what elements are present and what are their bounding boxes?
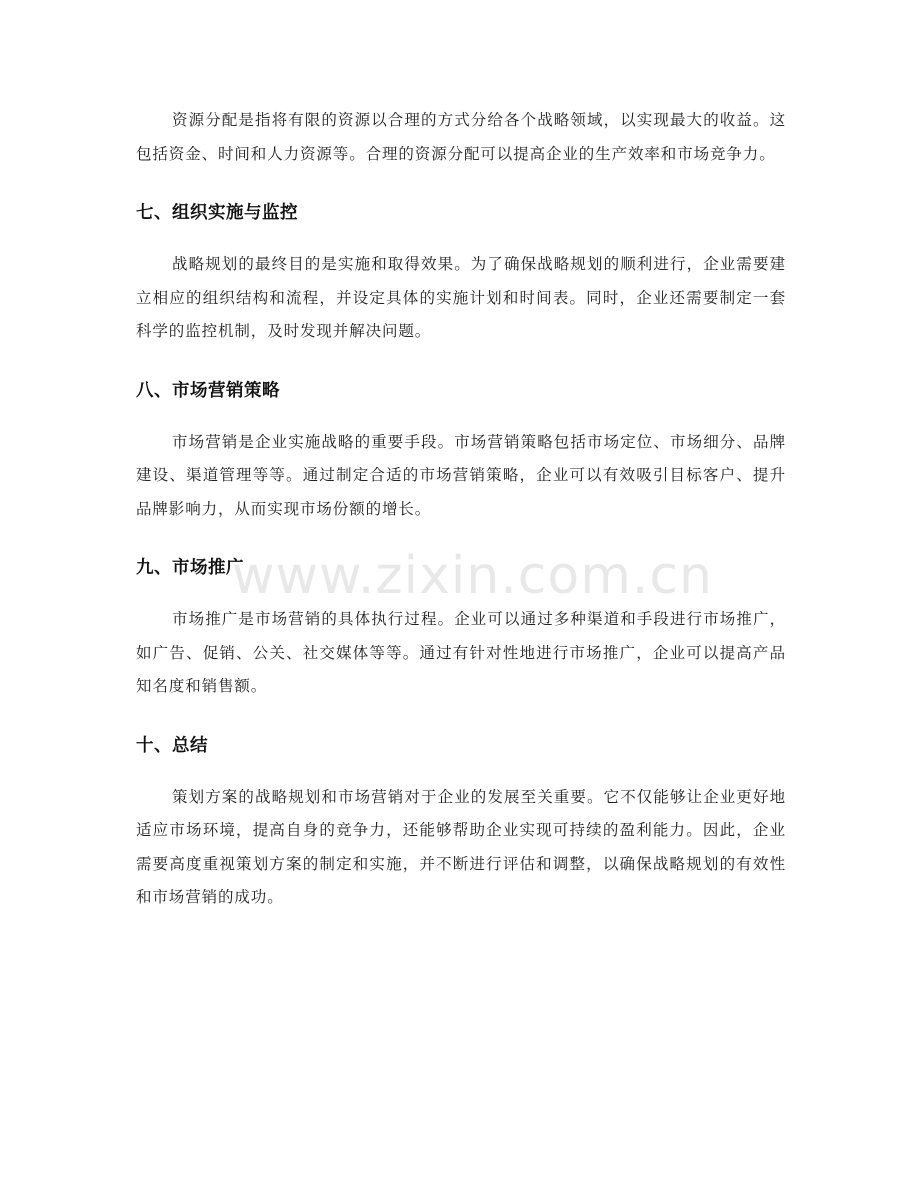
- watermark: www.zixin.com.cn: [232, 546, 713, 606]
- paragraph-section-7: 战略规划的最终目的是实施和取得效果。为了确保战略规划的顺利进行，企业需要建立相应的组织结构和流程，并设定具体的实施计划和时间表。同时，企业还需要制定一套科学的监控机制，及时发现并解决问题。: [136, 255, 786, 340]
- paragraph-resource-allocation: 资源分配是指将有限的资源以合理的方式分给各个战略领域，以实现最大的收益。这包括资金、时间和人力资源等。合理的资源分配可以提高企业的生产效率和市场竞争力。: [136, 111, 786, 163]
- heading-section-8: 八、市场营销策略: [136, 380, 280, 401]
- heading-section-9: 九、市场推广: [136, 558, 244, 578]
- paragraph-section-8: 市场营销是企业实施战略的重要手段。市场营销策略包括市场定位、市场细分、品牌建设、渠道管理等等。通过制定合适的市场营销策略，企业可以有效吸引目标客户、提升品牌影响力，从而实现市场份额的增长。: [136, 432, 786, 518]
- paragraph-section-10: 策划方案的战略规划和市场营销对于企业的发展至关重要。它不仅能够让企业更好地适应市场环境，提高自身的竞争力，还能够帮助企业实现可持续的盈利能力。因此，企业需要高度重视策划方案的制定和实施，并不断进行评估和调整，以确保战略规划的有效性和市场营销的成功。: [136, 787, 786, 906]
- heading-section-7: 七、组织实施与监控: [136, 203, 298, 223]
- heading-section-10: 十、总结: [136, 735, 208, 756]
- paragraph-section-9: 市场推广是市场营销的具体执行过程。企业可以通过多种渠道和手段进行市场推广，如广告、促销、公关、社交媒体等等。通过有针对性地进行市场推广，企业可以提高产品知名度和销售额。: [136, 610, 786, 695]
- document-body: [136, 104, 786, 915]
